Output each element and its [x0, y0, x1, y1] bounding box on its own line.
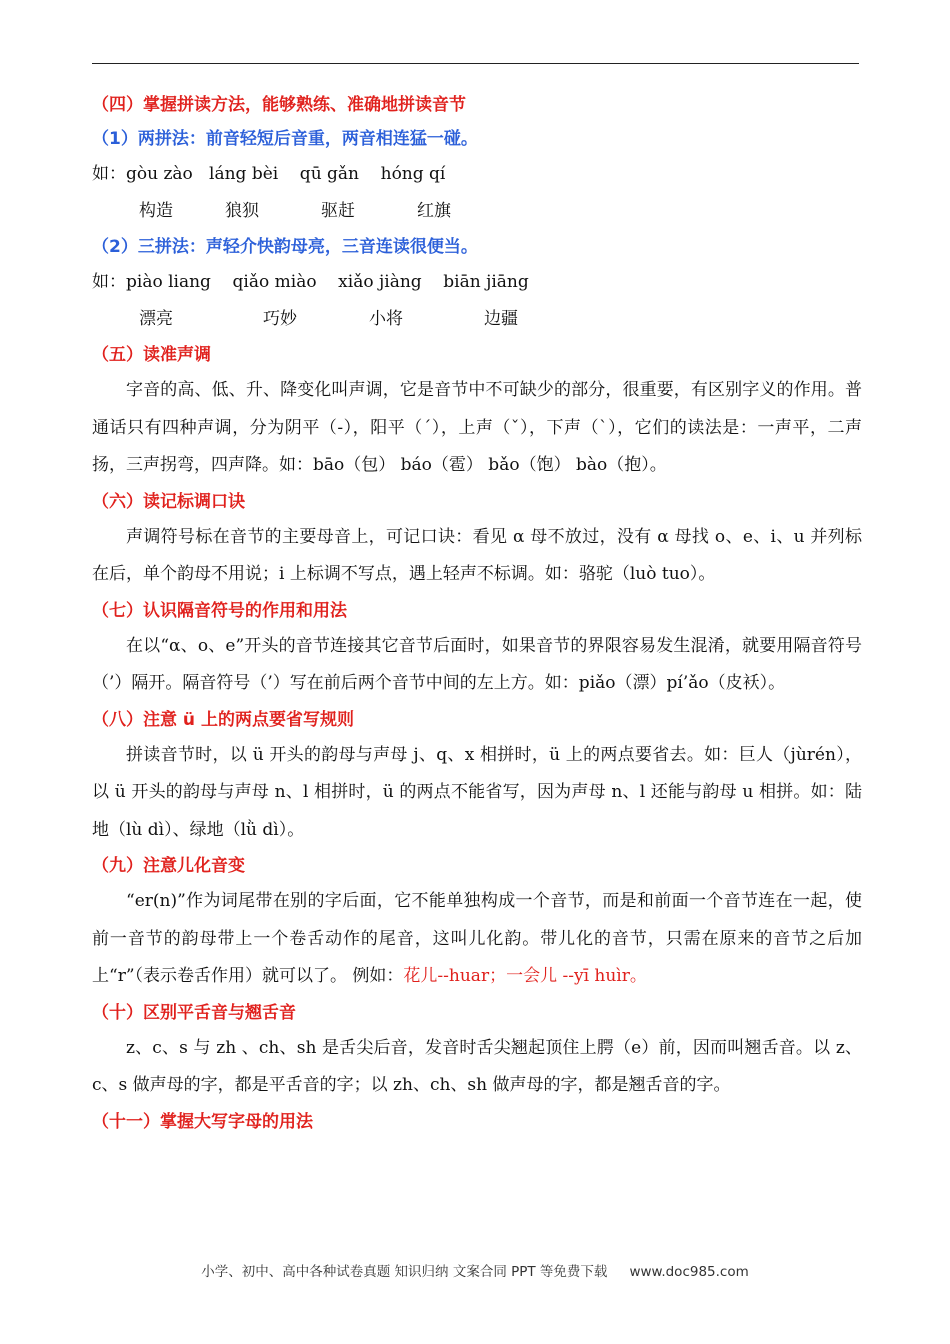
section-10-heading: （十）区别平舌音与翘舌音 [92, 1002, 296, 1023]
word: 漂亮 [139, 309, 173, 329]
section-9-heading: （九）注意儿化音变 [92, 856, 245, 876]
section-7-paragraph: 在以“α、o、e”开头的音节连接其它音节后面时，如果音节的界限容易发生混淆，就要用隔音符号（’）隔开。隔音符号（’）写在前后两个音节中间的左上方。如：piǎo（漂）pí’ǎo（皮袄）。 [92, 635, 862, 693]
word: 狼狈 [225, 201, 259, 221]
word: 小将 [369, 309, 403, 329]
erhua-example: 花儿--huar；一会儿 --yī huìr。 [403, 966, 647, 986]
document-body [92, 88, 862, 1139]
section-4-heading: （四）掌握拼读方法，能够熟练、准确地拼读音节 [92, 95, 466, 115]
section-4-example-1-words [92, 193, 862, 230]
word: 驱赶 [321, 201, 355, 221]
section-8-heading: （八）注意 ü 上的两点要省写规则 [92, 709, 354, 730]
word: 构造 [139, 201, 173, 221]
section-9-paragraph [92, 883, 862, 996]
section-11-heading: （十一）掌握大写字母的用法 [92, 1111, 313, 1132]
section-4-example-2-words [92, 301, 862, 338]
footer-site-link[interactable]: www.doc985.com [629, 1264, 749, 1280]
word: 红旗 [417, 201, 451, 221]
section-4-sub2-heading: （2）三拼法：声轻介快韵母亮，三音连读很便当。 [92, 237, 478, 257]
section-8-paragraph: 拼读音节时，以 ü 开头的韵母与声母 j、q、x 相拼时，ü 上的两点要省去。如：巨人（jùrén），以 ü 开头的韵母与声母 n、l 相拼时，ü 的两点不能省写，因为声母 n、l 还能与韵母 u 相拼。如：陆地（lù dì）、绿地（lǜ dì）。 [92, 744, 862, 840]
section-10-paragraph: z、c、s 与 zh 、ch、sh 是舌尖后音，发音时舌尖翘起顶住上腭（e）前，因而叫翘舌音。以 z、c、s 做声母的字，都是平舌音的字；以 zh、ch、sh 做声母的字，都是翘舌音的字。 [92, 1037, 862, 1095]
section-5-heading: （五）读准声调 [92, 345, 211, 365]
section-4-sub1-heading: （1）两拼法：前音轻短后音重，两音相连猛一碰。 [92, 129, 478, 149]
section-4-example-1-pinyin: 如：gòu zào láng bèi qū gǎn hóng qí [92, 164, 446, 184]
page-footer [0, 1260, 950, 1280]
section-9-body: “er(n)”作为词尾带在别的字后面，它不能单独构成一个音节，而是和前面一个音节连在一起，使前一音节的韵母带上一个卷舌动作的尾音，这叫儿化韵。带儿化的音节，只需在原来的音节之后加上“r”（表示卷舌作用）就可以了。 例如： [92, 891, 862, 986]
word: 边疆 [484, 309, 518, 329]
section-6-paragraph: 声调符号标在音节的主要母音上，可记口诀：看见 α 母不放过，没有 α 母找 o、e、i、u 并列标在后，单个韵母不用说；i 上标调不写点，遇上轻声不标调。如：骆驼（luò tuo）。 [92, 526, 862, 584]
section-4-example-2-pinyin: 如：piào liang qiǎo miào xiǎo jiàng biān jiāng [92, 272, 529, 292]
section-6-heading: （六）读记标调口诀 [92, 491, 245, 512]
header-rule [92, 63, 859, 64]
word: 巧妙 [263, 309, 297, 329]
footer-text: 小学、初中、高中各种试卷真题 知识归纳 文案合同 PPT 等免费下载 [201, 1264, 608, 1280]
section-5-paragraph: 字音的高、低、升、降变化叫声调，它是音节中不可缺少的部分，很重要，有区别字义的作用。普通话只有四种声调，分为阴平（-），阳平（ˊ），上声（ˇ），下声（ˋ），它们的读法是：一声平，二声扬，三声拐弯，四声降。如：bāo（包） báo（雹） bǎo（饱） bào（抱）。 [92, 380, 862, 475]
section-7-heading: （七）认识隔音符号的作用和用法 [92, 600, 347, 621]
